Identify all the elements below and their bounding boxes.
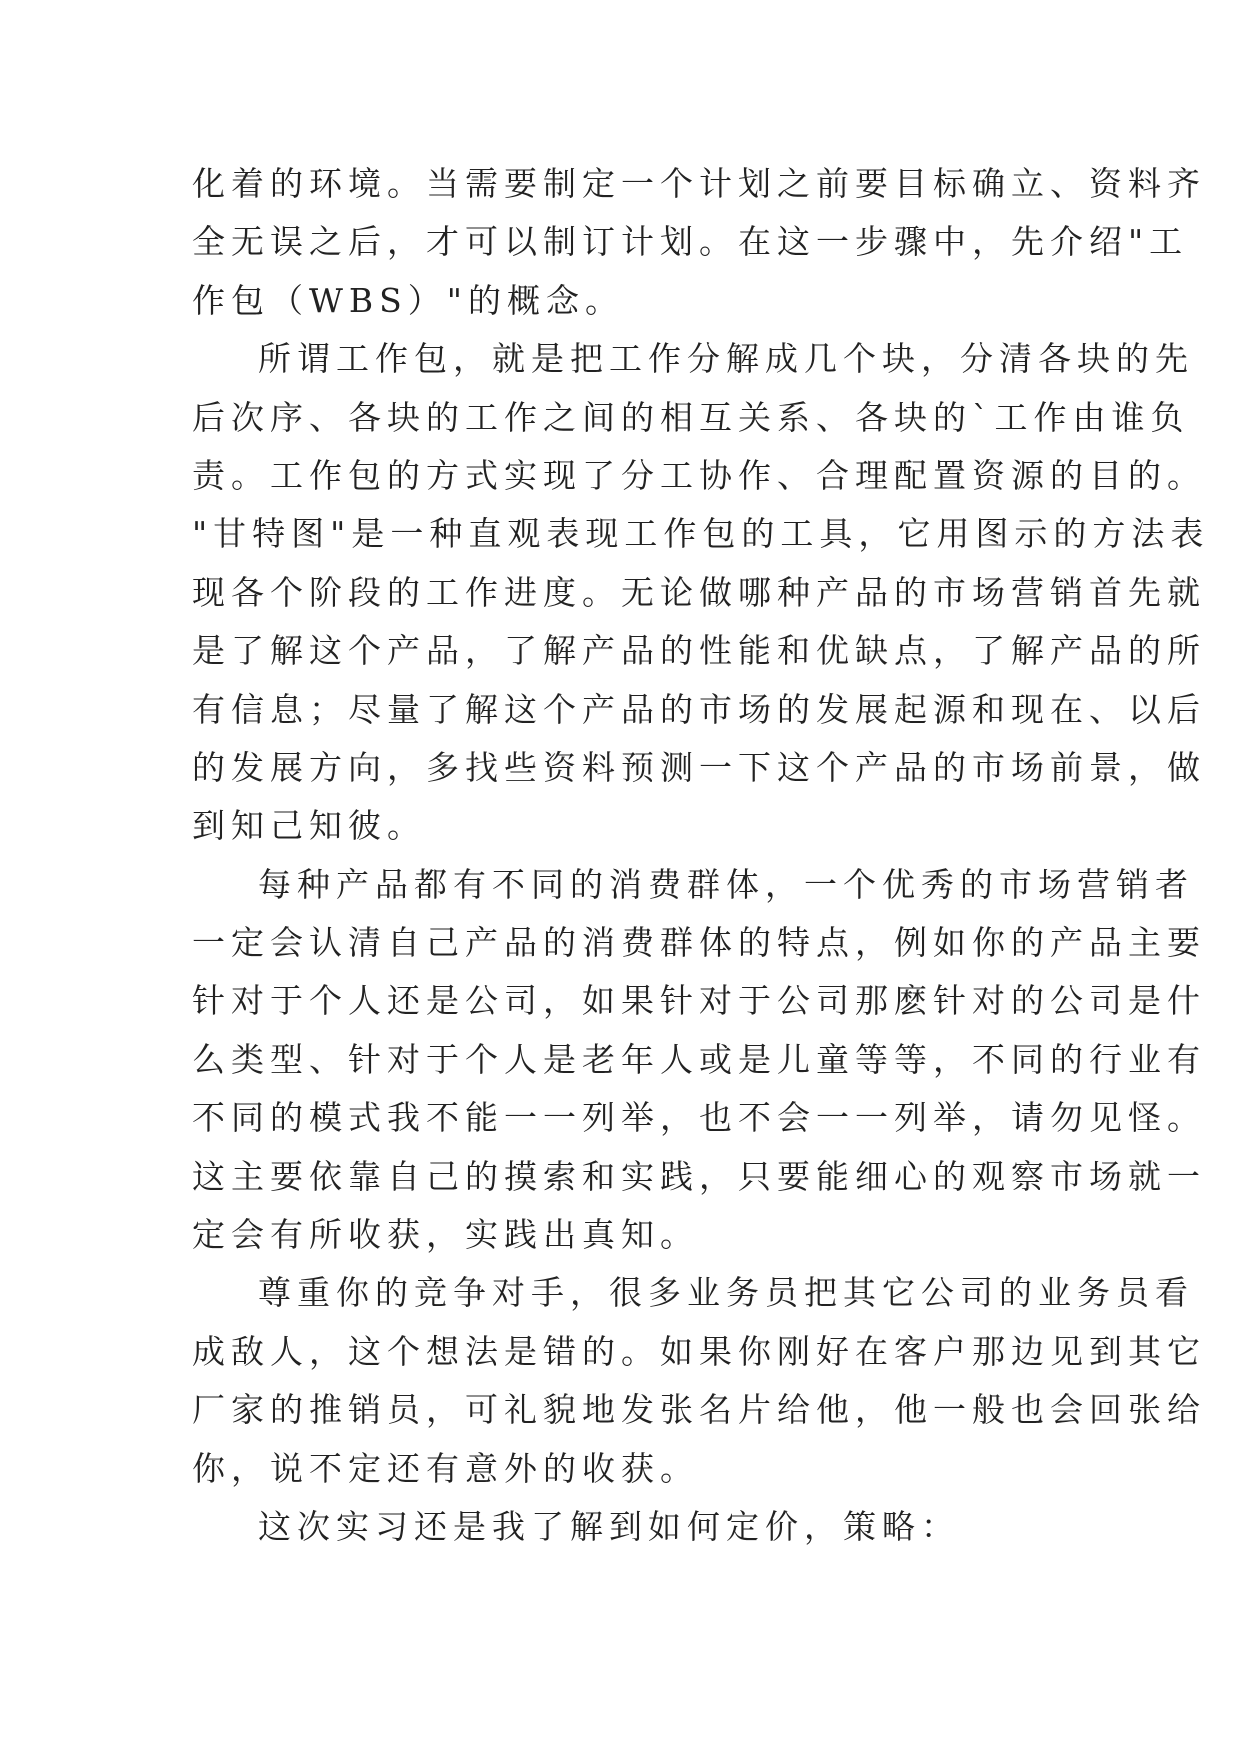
text-line: 一定会认清自己产品的消费群体的特点，例如你的产品主要 — [192, 923, 1206, 963]
text-line: 成敌人，这个想法是错的。如果你刚好在客户那边见到其它 — [192, 1331, 1206, 1371]
document-body — [192, 155, 1210, 1556]
text-line: "甘特图"是一种直观表现工作包的工具，它用图示的方法表 — [192, 514, 1210, 554]
paragraph-work-package — [192, 330, 1210, 856]
text-line: 有信息；尽量了解这个产品的市场的发展起源和现在、以后 — [192, 689, 1206, 729]
text-line: 每种产品都有不同的消费群体，一个优秀的市场营销者 — [258, 864, 1194, 904]
text-line: 这主要依靠自己的摸索和实践，只要能细心的观察市场就一 — [192, 1156, 1206, 1196]
text-line: 的发展方向，多找些资料预测一下这个产品的市场前景，做 — [192, 747, 1206, 787]
text-line: 现各个阶段的工作进度。无论做哪种产品的市场营销首先就 — [192, 572, 1206, 612]
text-line: 不同的模式我不能一一列举，也不会一一列举，请勿见怪。 — [192, 1098, 1206, 1138]
text-line: 责。工作包的方式实现了分工协作、合理配置资源的目的。 — [192, 455, 1206, 495]
paragraph-consumer-groups — [192, 856, 1206, 1265]
text-line: 作包（WBS）"的概念。 — [192, 280, 624, 320]
text-line: 全无误之后，才可以制订计划。在这一步骤中，先介绍"工 — [192, 222, 1189, 262]
text-line: 这次实习还是我了解到如何定价，策略： — [258, 1506, 960, 1546]
text-line: 你，说不定还有意外的收获。 — [192, 1448, 699, 1488]
text-line: 尊重你的竞争对手，很多业务员把其它公司的业务员看 — [258, 1273, 1194, 1313]
text-line: 针对于个人还是公司，如果针对于公司那麽针对的公司是什 — [192, 981, 1206, 1021]
paragraph-pricing — [192, 1498, 1072, 1556]
text-line: 定会有所收获，实践出真知。 — [192, 1215, 699, 1255]
paragraph-intro-continued — [192, 155, 1206, 330]
text-line: 后次序、各块的工作之间的相互关系、各块的`工作由谁负 — [192, 397, 1190, 437]
paragraph-competitors — [192, 1264, 1206, 1498]
text-line: 是了解这个产品，了解产品的性能和优缺点，了解产品的所 — [192, 631, 1206, 671]
text-line: 到知己知彼。 — [192, 806, 426, 846]
text-line: 所谓工作包，就是把工作分解成几个块，分清各块的先 — [258, 339, 1194, 379]
text-line: 化着的环境。当需要制定一个计划之前要目标确立、资料齐 — [192, 164, 1206, 203]
text-line: 厂家的推销员，可礼貌地发张名片给他，他一般也会回张给 — [192, 1390, 1206, 1430]
text-line: 么类型、针对于个人是老年人或是儿童等等，不同的行业有 — [192, 1039, 1206, 1079]
